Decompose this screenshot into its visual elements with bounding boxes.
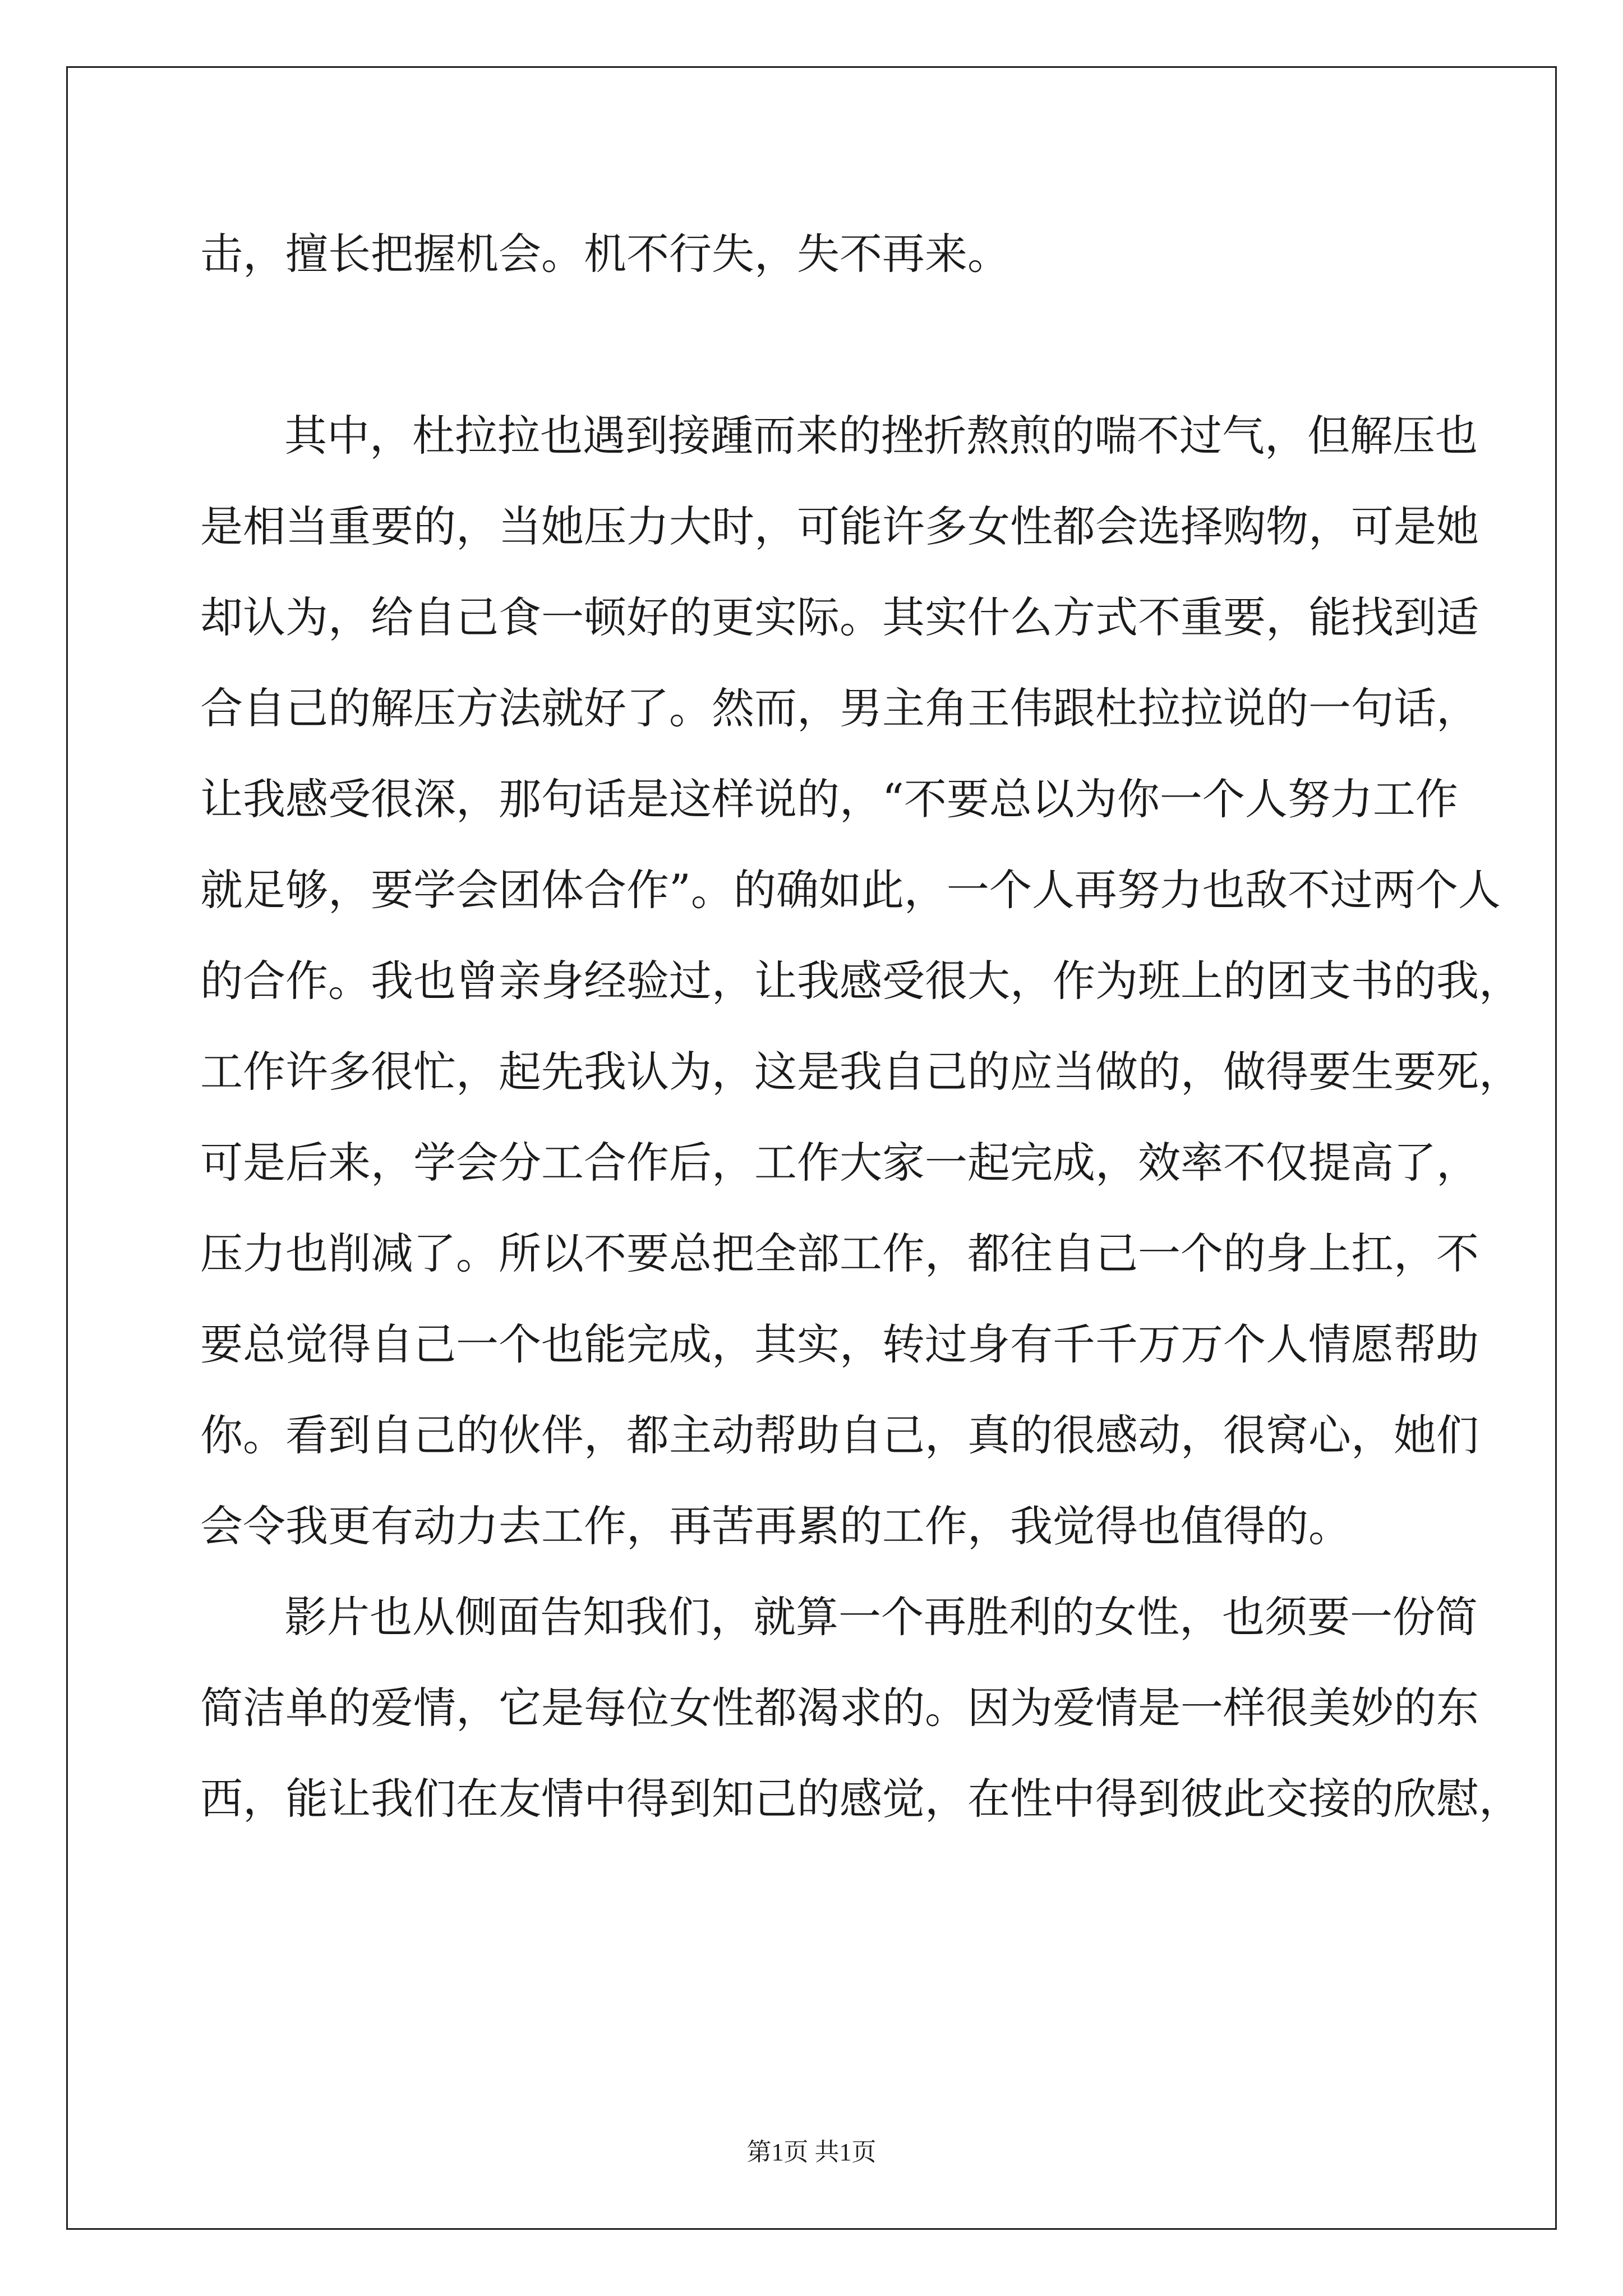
text-line: 就足够，要学会团体合作”。的确如此，一个人再努力也敌不过两个人 — [200, 865, 1501, 915]
text-line: 是相当重要的，当她压力大时，可能许多女性都会选择购物，可是她 — [200, 501, 1479, 551]
text-line: 却认为，给自己食一顿好的更实际。其实什么方式不重要，能找到适 — [200, 592, 1479, 642]
text-line: 压力也削减了。所以不要总把全部工作，都往自己一个的身上扛，不 — [200, 1228, 1479, 1278]
text-line: 工作许多很忙，起先我认为，这是我自己的应当做的，做得要生要死， — [200, 1047, 1521, 1097]
paragraph-gap — [200, 300, 1423, 390]
text-line: 会令我更有动力去工作，再苦再累的工作，我觉得也值得的。 — [200, 1501, 1351, 1551]
text-line: 要总觉得自己一个也能完成，其实，转过身有千千万万个人情愿帮助 — [200, 1319, 1479, 1369]
text-line: 合自己的解压方法就好了。然而，男主角王伟跟杜拉拉说的一句话， — [200, 683, 1479, 733]
document-body — [200, 209, 1521, 1844]
text-line: 让我感受很深，那句话是这样说的，“不要总以为你一个人努力工作 — [200, 774, 1458, 824]
text-line: 西，能让我们在友情中得到知己的感觉，在性中得到彼此交接的欣慰， — [200, 1774, 1521, 1824]
text-line: 其中，杜拉拉也遇到接踵而来的挫折熬煎的喘不过气，但解压也 — [284, 411, 1478, 461]
text-line: 你。看到自己的伙伴，都主动帮助自己，真的很感动，很窝心，她们 — [200, 1410, 1479, 1460]
text-line: 简洁单的爱情，它是每位女性都渴求的。因为爱情是一样很美妙的东 — [200, 1683, 1479, 1733]
text-line: 击，擅长把握机会。机不行失，失不再来。 — [200, 229, 1010, 279]
text-line: 的合作。我也曾亲身经验过，让我感受很大，作为班上的团支书的我， — [200, 956, 1521, 1006]
text-line: 影片也从侧面告知我们，就算一个再胜利的女性，也须要一份简 — [284, 1592, 1478, 1642]
page-number-label: 第1页 共1页 — [746, 2138, 877, 2166]
text-line: 可是后来，学会分工合作后，工作大家一起完成，效率不仅提高了， — [200, 1138, 1479, 1188]
page-footer — [0, 2132, 1623, 2168]
